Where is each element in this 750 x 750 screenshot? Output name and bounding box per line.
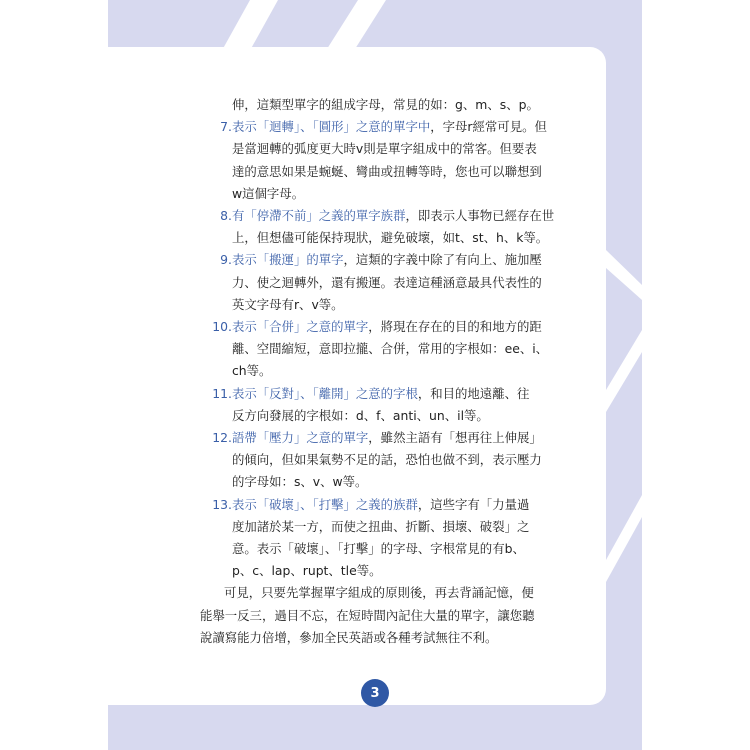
list-item-continuation: 離、空間縮短，意即拉攏、合併，常用的字根如：ee、i、 [232,341,549,357]
list-item-topic: 表示「搬運」的單字 [232,252,344,268]
list-item-first-line [232,249,590,271]
list-item-text: ，字母r經常可見。但 [430,119,547,135]
list-item-continuation: w這個字母。 [232,185,305,201]
list-item-continuation: 的傾向，但如果氣勢不足的話，恐怕也做不到，表示壓力 [232,452,542,468]
closing-line: 能舉一反三，過目不忘，在短時間內記住大量的單字，讓您聽 [200,607,535,623]
list-item [200,249,590,271]
list-item-continuation: 意。表示「破壞」、「打擊」的字母、字根常見的有b、 [232,541,525,557]
list-item-continuation: 達的意思如果是蜿蜒、彎曲或扭轉等時，您也可以聯想到 [232,163,542,179]
list-item-topic: 表示「合併」之意的單字 [232,319,369,335]
list-item-topic: 語帶「壓力」之意的單字 [232,430,369,446]
list-item-first-line [232,316,590,338]
closing-line: 可見，只要先掌握單字組成的原則後，再去背誦記憶，便 [224,585,534,601]
list-item-text: ，和目的地遠離、往 [417,385,530,401]
list-item-first-line [232,383,590,405]
list-item-text: ，雖然主語有「想再往上伸展」 [368,430,542,446]
list-item-number: 12. [212,430,232,446]
list-item-number: 13. [212,496,232,512]
list-item-topic: 表示「迴轉」、「圓形」之意的單字中 [232,119,431,135]
list-item-continuation: 力、使之迴轉外，還有搬運。表達這種涵意最具代表性的 [232,274,542,290]
list-item [200,205,590,227]
list-item-continuation: 是當迴轉的弧度更大時v則是單字組成中的常客。但要表 [232,141,537,157]
list-item-text: ，這些字有「力量過 [417,496,530,512]
list-item-continuation: 反方向發展的字根如：d、f、anti、un、il等。 [232,407,489,423]
list-item-continuation: 的字母如：s、v、w等。 [232,474,368,490]
list-item-first-line [232,116,590,138]
list-item-number: 11. [212,385,232,401]
list-item-number: 9. [220,252,232,268]
page-body [200,94,590,649]
list-item-first-line [232,494,590,516]
intro-line: 伸，這類型單字的組成字母，常見的如：g、m、s、p。 [232,97,539,112]
list-item-first-line [232,205,590,227]
list-item-topic: 表示「反對」、「離開」之意的字根 [232,385,418,401]
list-item-continuation: 上，但想儘可能保持現狀，避免破壞，如t、st、h、k等。 [232,230,549,246]
list-item [200,116,590,138]
list-item [200,383,590,405]
list-item [200,494,590,516]
list-item-number: 7. [220,119,232,135]
list-item [200,316,590,338]
closing-line: 說讀寫能力倍增，參加全民英語或各種考試無往不利。 [200,629,498,645]
list-item-text: ，這類的字義中除了有向上、施加壓 [343,252,542,268]
list-item [200,427,590,449]
page-number-badge: 3 [361,679,389,707]
closing-paragraph [200,582,590,649]
list-item-topic: 表示「破壞」、「打擊」之義的族群 [232,496,418,512]
list-item-continuation: p、c、lap、rupt、tle等。 [232,563,382,579]
list-item-first-line [232,427,590,449]
list-item-text: ，將現在存在的目的和地方的距 [368,319,542,335]
list-item-number: 10. [212,319,232,335]
list-item-number: 8. [220,208,232,224]
list-item-topic: 有「停滯不前」之義的單字族群 [232,208,406,224]
list-item-continuation: 英文字母有r、v等。 [232,296,344,312]
list-item-text: ，即表示人事物已經存在世 [405,208,555,224]
list-item-continuation: ch等。 [232,363,272,379]
list-item-continuation: 度加諸於某一方，而使之扭曲、折斷、損壞、破裂」之 [232,518,530,534]
numbered-list [200,116,590,582]
